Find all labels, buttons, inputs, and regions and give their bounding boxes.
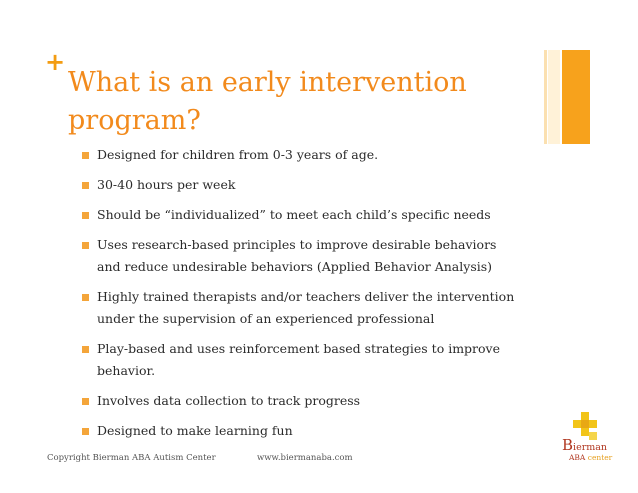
list-item: Designed to make learning fun (82, 420, 522, 442)
logo-wordmark: Bierman (562, 436, 608, 454)
list-item: Should be “individualized” to meet each child’s specific needs (82, 204, 522, 226)
bullet-square-icon (82, 346, 89, 353)
list-item: Involves data collection to track progress (82, 390, 522, 412)
slide-title: What is an early intervention program? (68, 67, 467, 136)
thin-bar (544, 50, 547, 144)
bullet-list (82, 144, 522, 450)
bullet-square-icon (82, 428, 89, 435)
list-item: 30-40 hours per week (82, 174, 522, 196)
footer-copyright: Copyright Bierman ABA Autism Center (47, 453, 216, 463)
footer-website: www.biermanaba.com (257, 453, 353, 463)
bullet-square-icon (82, 182, 89, 189)
bullet-square-icon (82, 152, 89, 159)
bullet-square-icon (82, 212, 89, 219)
list-item: Highly trained therapists and/or teachers deliver the intervention under the supervision of an experienced professional (82, 286, 522, 330)
orange-bar (562, 50, 590, 144)
plus-icon: + (45, 48, 66, 76)
pale-bar (548, 50, 560, 144)
list-item: Uses research-based principles to improve desirable behaviors and reduce undesirable behaviors (Applied Behavior Analysis) (82, 234, 522, 278)
list-item: Designed for children from 0-3 years of age. (82, 144, 522, 166)
bullet-square-icon (82, 294, 89, 301)
bullet-square-icon (82, 242, 89, 249)
logo-subtitle: ABA center (569, 453, 613, 462)
list-item: Play-based and uses reinforcement based strategies to improve behavior. (82, 338, 522, 382)
bullet-square-icon (82, 398, 89, 405)
